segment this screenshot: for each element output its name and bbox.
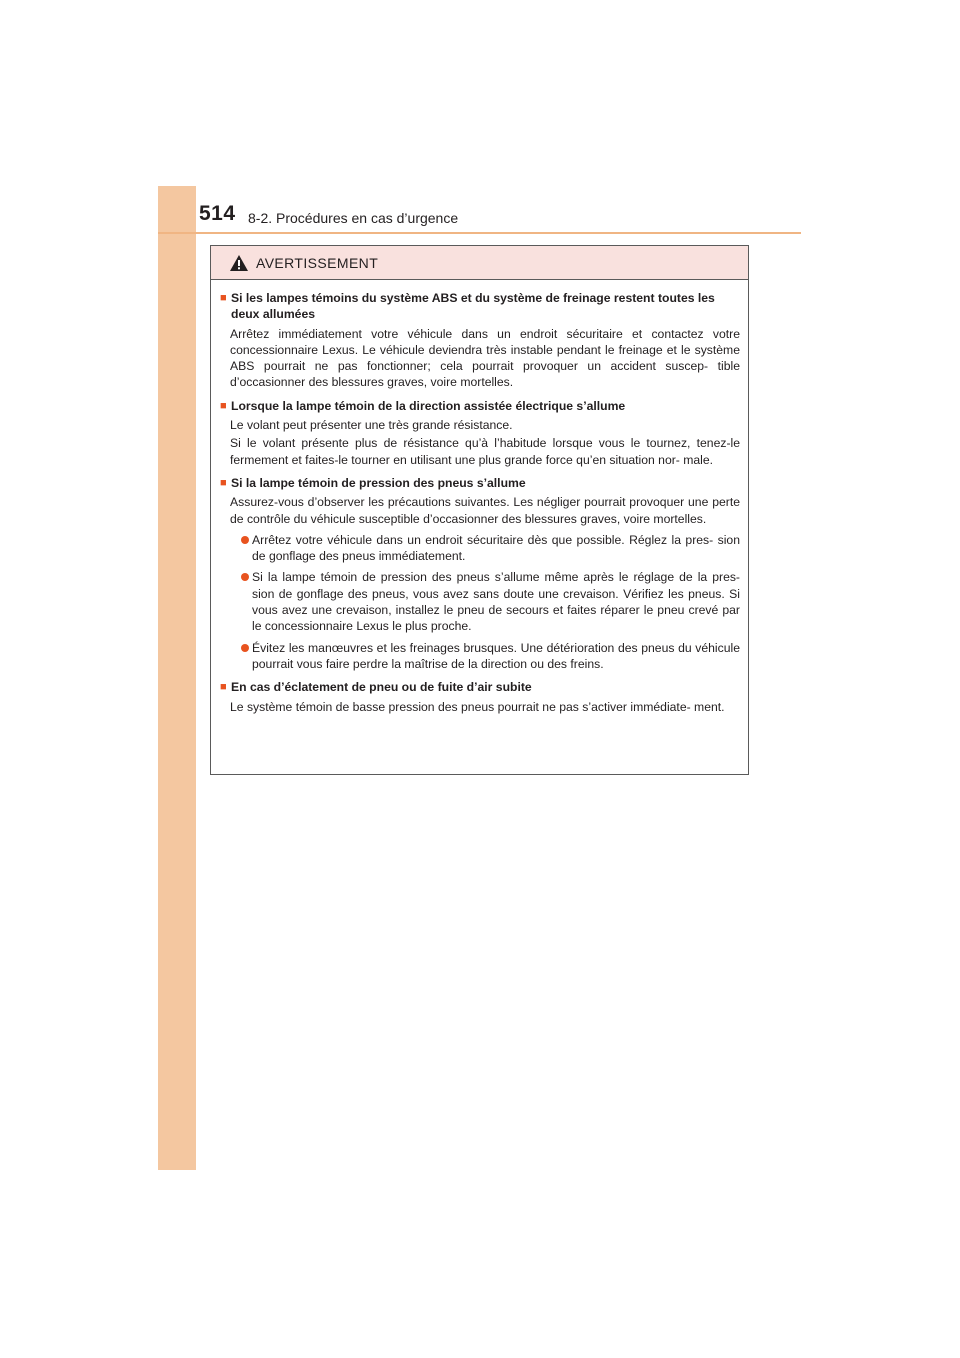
item-paragraph: Le volant peut présenter une très grande résistance. [230,418,513,433]
square-bullet-icon: ■ [220,476,227,489]
square-bullet-icon: ■ [220,681,227,694]
item-heading: Si les lampes témoins du système ABS et du système de freinage restent toutes les deux allumées [231,291,715,322]
section-title: 8-2. Procédures en cas d’urgence [248,210,459,226]
item-paragraph: Si le volant présente plus de résistance qu’à l’habitude lorsque vous le tournez, tenez-le fermement et faites-le tourner en utilisant une plus grande force qu’en situation nor- male. [230,436,740,467]
page-number: 514 [199,202,236,225]
warning-item-tire-burst [220,679,740,715]
side-color-band [158,186,196,1170]
item-heading: Lorsque la lampe témoin de la direction assistée électrique s’allume [231,398,626,413]
square-bullet-icon: ■ [220,399,227,412]
square-bullet-icon: ■ [220,292,227,304]
bullet-text: Si la lampe témoin de pression des pneus s’allume même après le réglage de la pres- sion de gonflage des pneus, vous avez sans doute une crevaison. Vérifiez les pneus. Si vous avez une crevaison, installez le pneu de secours et faites réparer le pneu crevé par le concessionnaire Lexus le plus proche. [252,570,740,634]
bullet-item [240,640,740,673]
warning-body [211,280,748,715]
warning-item-abs [220,290,740,391]
warning-box [210,245,749,775]
warning-title: AVERTISSEMENT [256,254,379,271]
bullet-text: Arrêtez votre véhicule dans un endroit sécuritaire dès que possible. Réglez la pres- sion de gonflage des pneus immédiatement. [252,532,740,564]
item-paragraph: Le système témoin de basse pression des pneus pourrait ne pas s’activer immédiate- ment. [230,699,725,714]
round-bullet-icon [241,644,249,652]
bullet-item [240,532,740,565]
item-paragraph: Arrêtez immédiatement votre véhicule dans un endroit sécuritaire et contactez votre concessionnaire Lexus. Le véhicule deviendra très instable pendant le freinage et le système ABS pourrait ne pas fonctionner; cela pourrait provoquer un accident suscep- tible d’occasionner des blessures graves, voire mortelles. [230,326,740,390]
warning-item-tire-pressure [220,475,740,672]
bullet-item [240,569,740,634]
item-heading: En cas d’éclatement de pneu ou de fuite d’air subite [231,680,532,695]
warning-header [211,246,748,280]
round-bullet-icon [241,536,249,544]
round-bullet-icon [241,573,249,581]
item-paragraph: Assurez-vous d’observer les précautions suivantes. Les négliger pourrait provoquer une perte de contrôle du véhicule susceptible d’occasionner des blessures graves, voire mortelles. [230,495,740,526]
bullet-text: Évitez les manœuvres et les freinages brusques. Une détérioration des pneus du véhicule pourrait vous faire perdre la maîtrise de la direction ou des freins. [252,640,740,671]
warning-item-power-steering [220,398,740,468]
header-rule [158,232,801,234]
item-heading: Si la lampe témoin de pression des pneus s’allume [231,475,526,490]
warning-triangle-icon [229,254,249,272]
